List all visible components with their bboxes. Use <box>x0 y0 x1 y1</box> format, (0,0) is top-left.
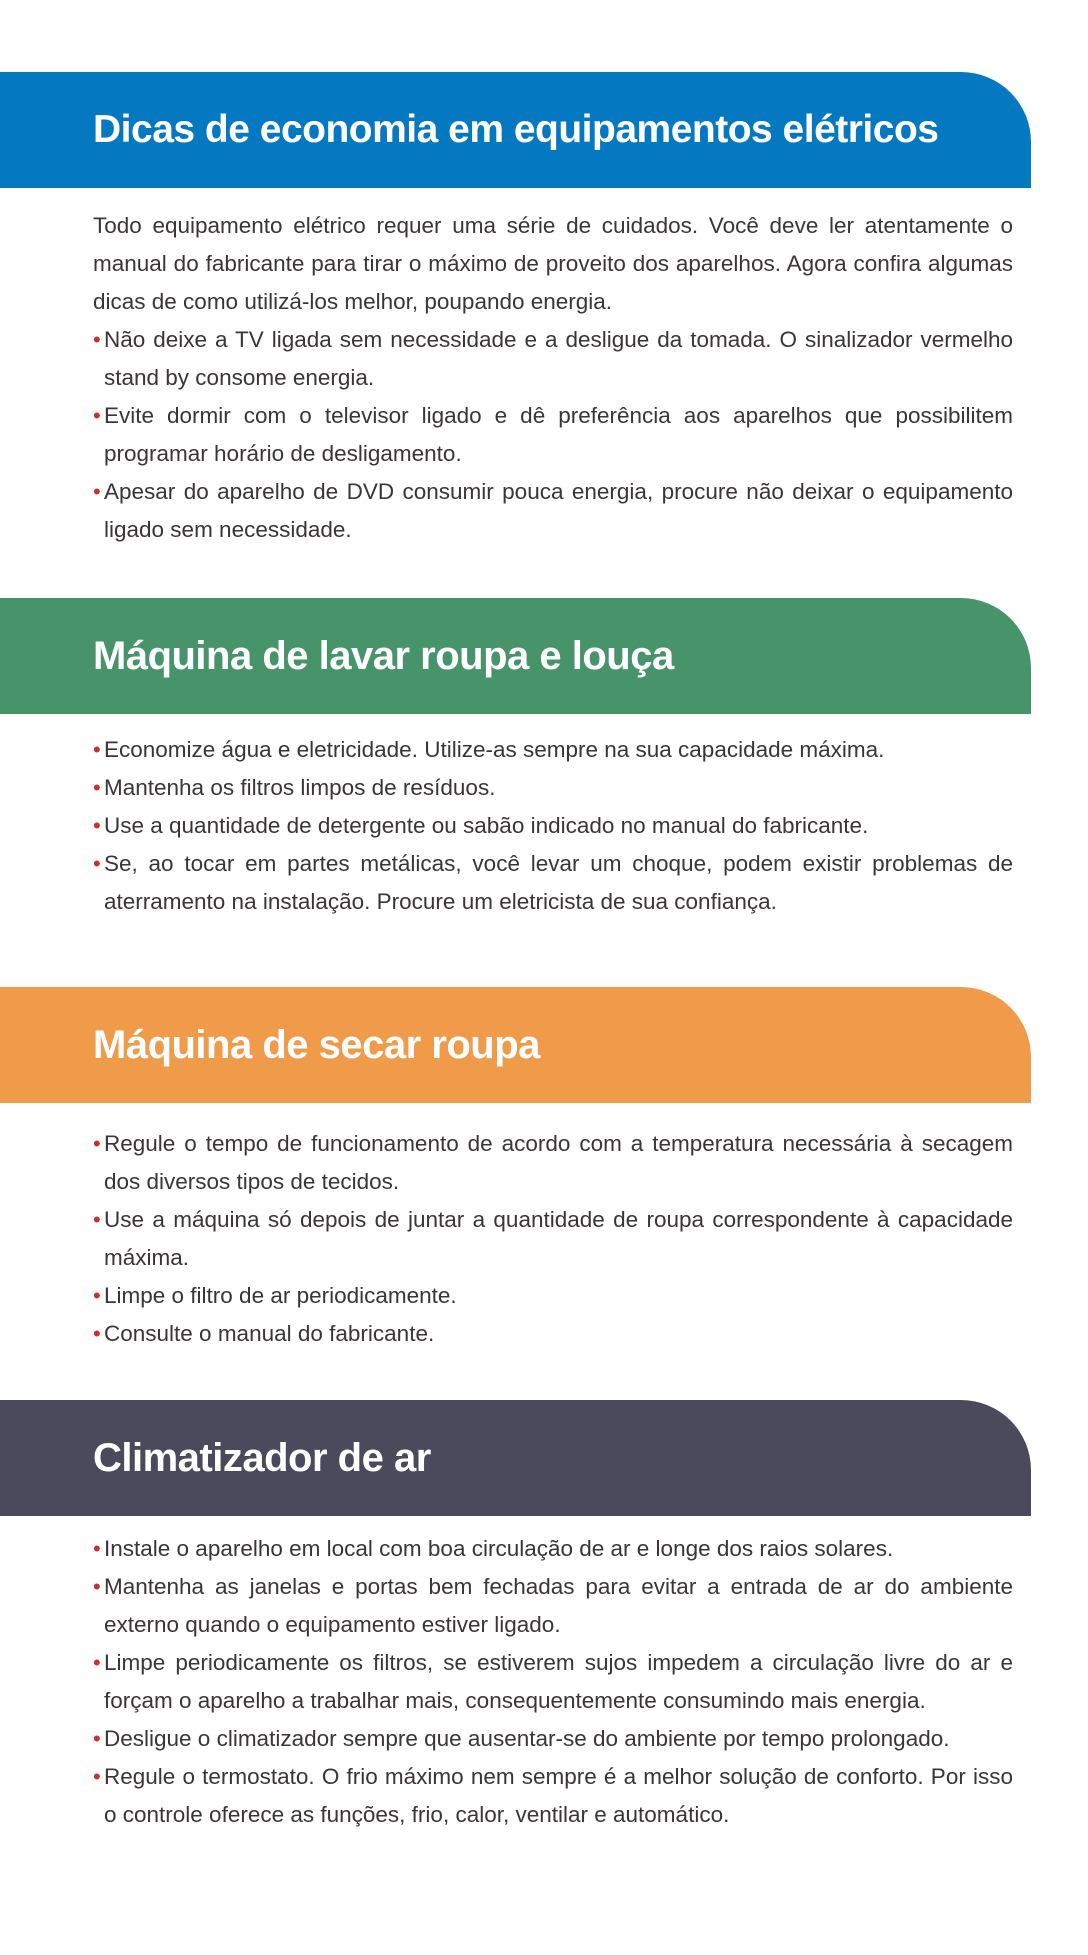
tips-list <box>93 321 1013 549</box>
section-banner <box>0 72 1031 188</box>
bullet-icon: • <box>93 1536 101 1561</box>
tip-text: Mantenha os filtros limpos de resíduos. <box>104 775 496 800</box>
tip-text: Regule o termostato. O frio máximo nem sempre é a melhor solução de conforto. Por isso o controle oferece as funções, frio, calor, ventilar e automático. <box>104 1764 1013 1827</box>
bullet-icon: • <box>93 1650 101 1675</box>
section-title: Máquina de secar roupa <box>93 1023 540 1067</box>
tip-text: Evite dormir com o televisor ligado e dê preferência aos aparelhos que possibilitem programar horário de desligamento. <box>104 403 1013 466</box>
bullet-icon: • <box>93 1207 101 1232</box>
tip-text: Regule o tempo de funcionamento de acordo com a temperatura necessária à secagem dos diversos tipos de tecidos. <box>104 1131 1013 1194</box>
section-body <box>93 731 1013 921</box>
section-title: Dicas de economia em equipamentos elétricos <box>93 108 939 151</box>
tip-text: Desligue o climatizador sempre que ausentar-se do ambiente por tempo prolongado. <box>104 1726 950 1751</box>
section-body <box>93 1125 1013 1353</box>
list-item <box>93 473 1013 549</box>
bullet-icon: • <box>93 1726 101 1751</box>
list-item <box>93 1720 1013 1758</box>
tip-text: Limpe o filtro de ar periodicamente. <box>104 1283 457 1308</box>
list-item <box>93 1315 1013 1353</box>
list-item <box>93 1277 1013 1315</box>
section-banner <box>0 598 1031 714</box>
tips-list <box>93 1530 1013 1834</box>
section-banner <box>0 987 1031 1103</box>
list-item <box>93 769 1013 807</box>
list-item <box>93 1568 1013 1644</box>
tip-text: Economize água e eletricidade. Utilize-as sempre na sua capacidade máxima. <box>104 737 885 762</box>
list-item <box>93 1758 1013 1834</box>
bullet-icon: • <box>93 737 101 762</box>
tip-text: Instale o aparelho em local com boa circulação de ar e longe dos raios solares. <box>104 1536 894 1561</box>
bullet-icon: • <box>93 327 101 352</box>
tip-text: Use a máquina só depois de juntar a quantidade de roupa correspondente à capacidade máxima. <box>104 1207 1013 1270</box>
bullet-icon: • <box>93 813 101 838</box>
bullet-icon: • <box>93 1321 101 1346</box>
tip-text: Apesar do aparelho de DVD consumir pouca energia, procure não deixar o equipamento ligado sem necessidade. <box>104 479 1013 542</box>
tips-list <box>93 731 1013 921</box>
tips-list <box>93 1125 1013 1353</box>
bullet-icon: • <box>93 851 101 876</box>
tip-text: Use a quantidade de detergente ou sabão indicado no manual do fabricante. <box>104 813 869 838</box>
bullet-icon: • <box>93 775 101 800</box>
bullet-icon: • <box>93 1131 101 1156</box>
list-item <box>93 807 1013 845</box>
tip-text: Se, ao tocar em partes metálicas, você levar um choque, podem existir problemas de aterramento na instalação. Procure um eletricista de sua confiança. <box>104 851 1013 914</box>
list-item <box>93 397 1013 473</box>
list-item <box>93 1644 1013 1720</box>
section-body <box>93 1530 1013 1834</box>
tip-text: Mantenha as janelas e portas bem fechadas para evitar a entrada de ar do ambiente externo quando o equipamento estiver ligado. <box>104 1574 1013 1637</box>
bullet-icon: • <box>93 1283 101 1308</box>
tip-text: Limpe periodicamente os filtros, se estiverem sujos impedem a circulação livre do ar e forçam o aparelho a trabalhar mais, consequentemente consumindo mais energia. <box>104 1650 1013 1713</box>
bullet-icon: • <box>93 403 101 428</box>
section-title: Climatizador de ar <box>93 1436 431 1480</box>
list-item <box>93 1125 1013 1201</box>
bullet-icon: • <box>93 479 101 504</box>
section-title: Máquina de lavar roupa e louça <box>93 634 674 678</box>
list-item <box>93 845 1013 921</box>
tip-text: Não deixe a TV ligada sem necessidade e a desligue da tomada. O sinalizador vermelho stand by consome energia. <box>104 327 1013 390</box>
section-body <box>93 207 1013 549</box>
list-item <box>93 1530 1013 1568</box>
bullet-icon: • <box>93 1574 101 1599</box>
intro-paragraph: Todo equipamento elétrico requer uma série de cuidados. Você deve ler atentamente o manual do fabricante para tirar o máximo de proveito dos aparelhos. Agora confira algumas dicas de como utilizá-los melhor, poupando energia. <box>93 213 1013 314</box>
section-banner <box>0 1400 1031 1516</box>
list-item <box>93 321 1013 397</box>
bullet-icon: • <box>93 1764 101 1789</box>
list-item <box>93 731 1013 769</box>
tip-text: Consulte o manual do fabricante. <box>104 1321 435 1346</box>
list-item <box>93 1201 1013 1277</box>
